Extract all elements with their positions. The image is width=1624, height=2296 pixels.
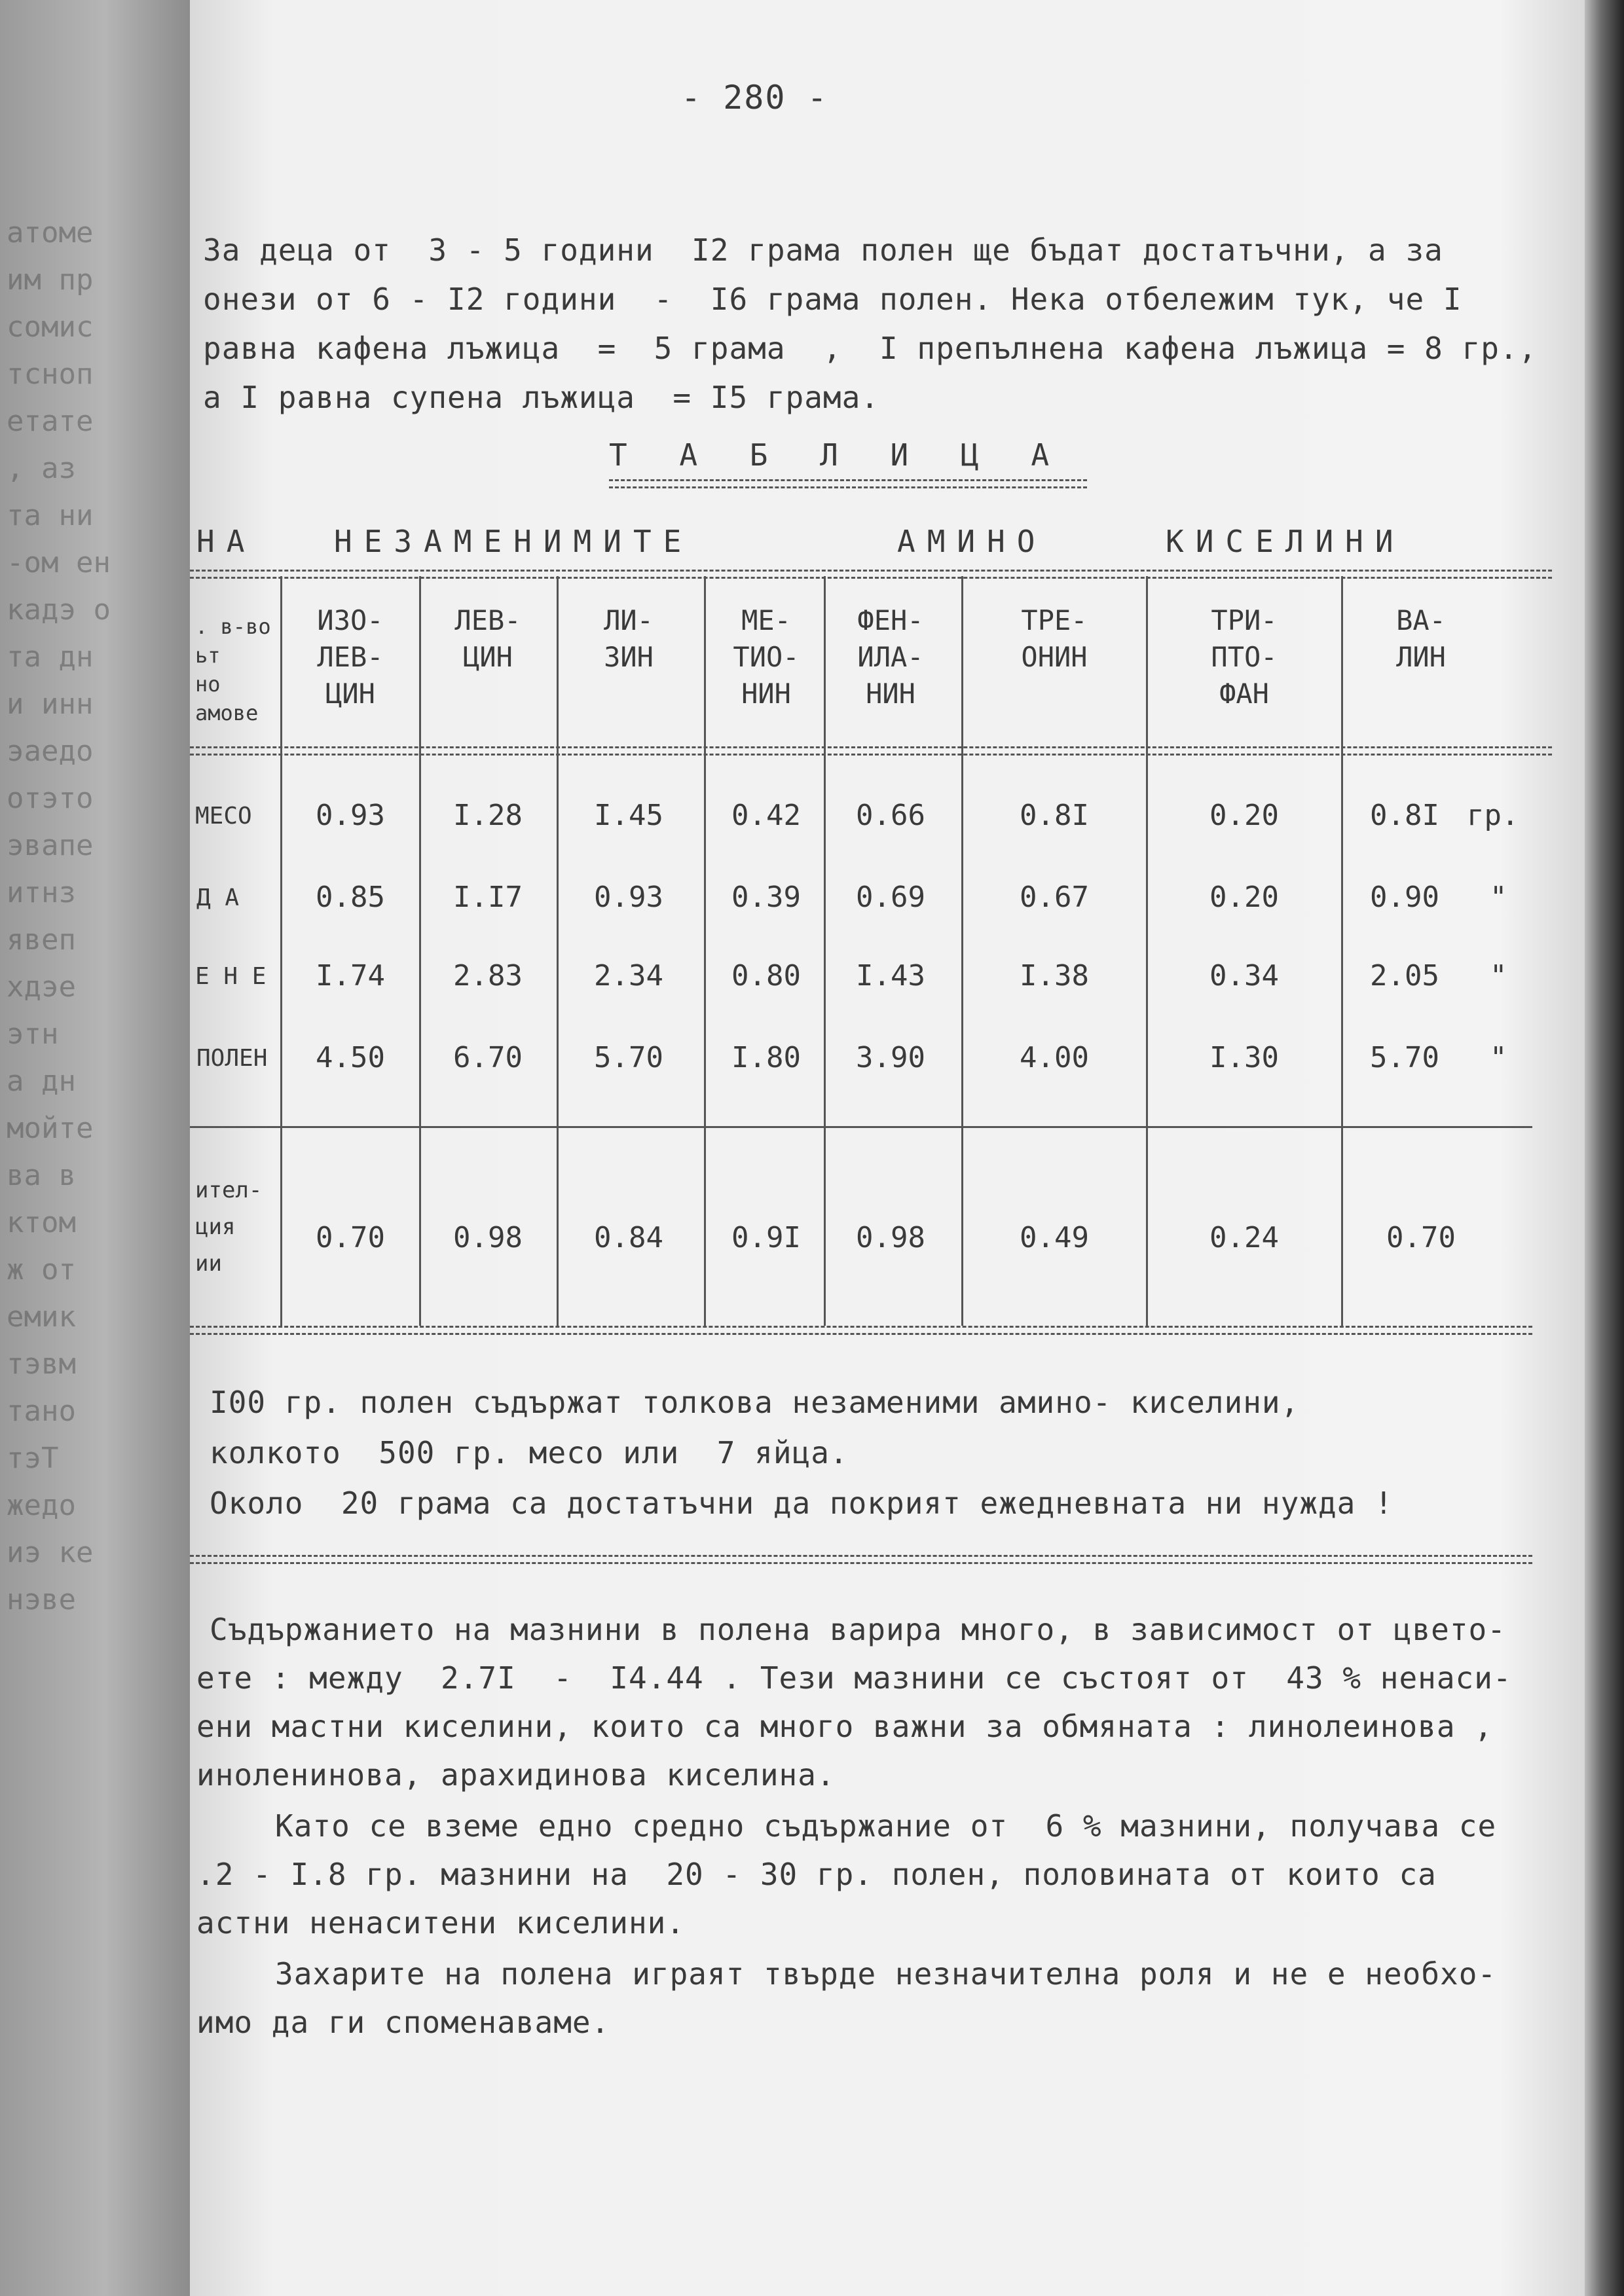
table-cell: 0.70 bbox=[316, 1221, 385, 1254]
table-cell: 0.34 bbox=[1209, 959, 1279, 993]
table-body-rule bbox=[190, 746, 1552, 756]
banner-acids: КИСЕЛИНИ bbox=[1166, 524, 1405, 559]
row-label: МЕСО bbox=[195, 803, 252, 829]
table-cell: 0.42 bbox=[731, 799, 801, 832]
table-cell: 2.34 bbox=[594, 959, 663, 993]
col-header-leucine: ЛЕВ- ЦИН bbox=[454, 604, 521, 673]
table-cell: 0.93 bbox=[594, 881, 663, 914]
table-cell: I.45 bbox=[594, 799, 663, 832]
table-column-divider bbox=[961, 576, 963, 1326]
table-cell: 4.00 bbox=[1020, 1041, 1089, 1074]
table-title: Т А Б Л И Ц А bbox=[609, 437, 1067, 473]
table-column-divider bbox=[280, 576, 282, 1326]
table-cell: 0.24 bbox=[1209, 1221, 1279, 1254]
table-cell: 0.49 bbox=[1020, 1221, 1089, 1254]
col-header-methionine: МЕ- ТИО- НИН bbox=[733, 604, 800, 710]
table-column-divider bbox=[1146, 576, 1148, 1326]
table-cell: 0.93 bbox=[316, 799, 385, 832]
table-cell: I.28 bbox=[453, 799, 523, 832]
banner-amino: АМИНО bbox=[897, 524, 1047, 559]
col-header-tryptophan: ТРИ- ПТО- ФАН bbox=[1211, 604, 1278, 710]
col-header-phenylalanine: ФЕН- ИЛА- НИН bbox=[857, 604, 924, 710]
table-cell: 0.70 bbox=[1386, 1221, 1456, 1254]
banner-main: НЕЗАМЕНИМИТЕ bbox=[334, 524, 693, 559]
corner-header: . в-во ьт но амове bbox=[195, 614, 271, 725]
sugar-paragraph-line-2: имо да ги споменаваме. bbox=[196, 2005, 610, 2040]
table-cell: 0.39 bbox=[731, 881, 801, 914]
table-unit: гр. bbox=[1467, 799, 1519, 832]
average-paragraph-line-1: Като се вземе едно средно съдържание от 6 % мазнини, получава се bbox=[275, 1808, 1497, 1844]
table-cell: 5.70 bbox=[594, 1041, 663, 1074]
table-cell: I.74 bbox=[316, 959, 385, 993]
table-column-divider bbox=[1341, 576, 1343, 1326]
table-cell: 0.98 bbox=[453, 1221, 523, 1254]
table-cell: 6.70 bbox=[453, 1041, 523, 1074]
banner-left: НА bbox=[196, 524, 257, 559]
table-column-divider bbox=[824, 576, 826, 1326]
average-paragraph-line-2: .2 - I.8 гр. мазнини на 20 - 30 гр. полен, половината от които са bbox=[196, 1857, 1437, 1892]
fat-paragraph-line-3: ени мастни киселини, които са много важни за обмяната : линолеинова , bbox=[196, 1709, 1493, 1744]
row-label: Д А bbox=[196, 884, 240, 911]
fat-paragraph-line-2: ете : между 2.7I - I4.44 . Тези мазнини се състоят от 43 % ненаси- bbox=[196, 1660, 1512, 1696]
col-header-valine: ВА- ЛИН bbox=[1396, 604, 1446, 673]
table-unit: " bbox=[1490, 881, 1507, 914]
table-cell: 0.69 bbox=[856, 881, 925, 914]
fat-paragraph-line-1: Съдържанието на мазнини в полена варира много, в зависимост от цвето- bbox=[210, 1612, 1506, 1647]
table-cell: I.43 bbox=[856, 959, 925, 993]
table-row-separator bbox=[190, 1126, 1532, 1128]
table-cell: 0.20 bbox=[1209, 799, 1279, 832]
after-table-line-3: Около 20 грама са достатъчни да покрият ежедневната ни нужда ! bbox=[210, 1485, 1393, 1521]
table-cell: 0.8I bbox=[1370, 799, 1439, 832]
table-cell: 0.20 bbox=[1209, 881, 1279, 914]
after-table-line-2: колкото 500 гр. месо или 7 яйца. bbox=[210, 1435, 849, 1470]
table-title-underline bbox=[609, 479, 1087, 488]
table-cell: 0.8I bbox=[1020, 799, 1089, 832]
table-bottom-rule bbox=[190, 1326, 1532, 1335]
intro-line-3: равна кафена лъжица = 5 грама , I препълнена кафена лъжица = 8 гр., bbox=[203, 331, 1538, 366]
row-label: Е Н Е bbox=[195, 963, 267, 990]
table-cell: 0.67 bbox=[1020, 881, 1089, 914]
table-cell: 0.90 bbox=[1370, 881, 1439, 914]
table-cell: 3.90 bbox=[856, 1041, 925, 1074]
after-table-line-1: I00 гр. полен съдържат толкова незаменими амино- киселини, bbox=[210, 1385, 1300, 1420]
table-cell: I.30 bbox=[1209, 1041, 1279, 1074]
col-header-lysine: ЛИ- ЗИН bbox=[604, 604, 654, 673]
page-number: - 280 - bbox=[681, 79, 828, 117]
table-cell: 4.50 bbox=[316, 1041, 385, 1074]
table-cell: 0.80 bbox=[731, 959, 801, 993]
table-column-divider bbox=[704, 576, 706, 1326]
col-header-threonine: ТРЕ- ОНИН bbox=[1021, 604, 1088, 673]
intro-line-4: а I равна супена лъжица = I5 грама. bbox=[203, 380, 879, 415]
table-cell: 2.05 bbox=[1370, 959, 1439, 993]
table-cell: 2.83 bbox=[453, 959, 523, 993]
table-cell: 0.66 bbox=[856, 799, 925, 832]
sugar-paragraph-line-1: Захарите на полена играят твърде незначителна роля и не е необхо- bbox=[275, 1956, 1497, 1992]
table-unit: " bbox=[1490, 959, 1507, 993]
table-column-divider bbox=[419, 576, 421, 1326]
row-label: ПОЛЕН bbox=[196, 1045, 268, 1072]
table-cell: I.38 bbox=[1020, 959, 1089, 993]
relation-row-label: ител- ция ии bbox=[195, 1177, 263, 1277]
facing-page-bleed-text: атоме им пр сомис тсноп етате , аз та ни -ом ен кадэ о та дн и инн эаедо отэто эвапе итнз явеп хдэе этн а дн мойте ва в ктом ж от емик тэвм тано тэТ жедо иэ ке нэве bbox=[7, 216, 111, 1616]
table-header-rule bbox=[190, 570, 1552, 579]
intro-line-1: За деца от 3 - 5 години I2 грама полен ще бъдат достатъчни, а за bbox=[203, 232, 1443, 268]
table-cell: I.I7 bbox=[453, 881, 523, 914]
average-paragraph-line-3: астни ненаситени киселини. bbox=[196, 1905, 686, 1941]
table-unit: " bbox=[1490, 1041, 1507, 1074]
table-column-divider bbox=[557, 576, 559, 1326]
table-cell: 0.98 bbox=[856, 1221, 925, 1254]
fat-paragraph-line-4: инолениновa, арахидинова киселина. bbox=[196, 1757, 836, 1793]
table-cell: 0.85 bbox=[316, 881, 385, 914]
table-cell: 5.70 bbox=[1370, 1041, 1439, 1074]
section-divider bbox=[190, 1555, 1532, 1564]
table-cell: 0.9I bbox=[731, 1221, 801, 1254]
table-cell: 0.84 bbox=[594, 1221, 663, 1254]
facing-page-strip bbox=[0, 0, 190, 2296]
book-edge bbox=[1585, 0, 1624, 2296]
col-header-isoleucine: ИЗО- ЛЕВ- ЦИН bbox=[317, 604, 384, 710]
table-cell: I.80 bbox=[731, 1041, 801, 1074]
intro-line-2: онези от 6 - I2 години - I6 грама полен. Нека отбележим тук, че I bbox=[203, 282, 1462, 317]
